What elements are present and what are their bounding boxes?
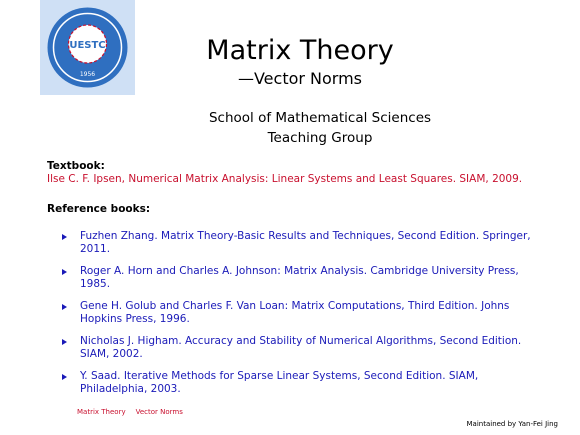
reference-item: Gene H. Golub and Charles F. Van Loan: Matrix Computations, Third Edition. Johns Hopkins Press, 1996. [62,300,542,326]
institution-block [170,108,470,148]
slide-subtitle: —Vector Norms [237,69,363,88]
svg-text:UESTC: UESTC [69,40,106,51]
footer-maintainer: Maintained by Yan-Fei Jing [466,420,558,428]
triangle-bullet-icon [62,234,67,240]
footer-navigation [77,408,183,416]
reference-item: Y. Saad. Iterative Methods for Sparse Linear Systems, Second Edition. SIAM, Philadelphia, 2003. [62,370,542,396]
triangle-bullet-icon [62,304,67,310]
reference-item: Roger A. Horn and Charles A. Johnson: Matrix Analysis. Cambridge University Press, 1985. [62,265,542,291]
footer-course-link[interactable]: Matrix Theory [77,408,126,416]
triangle-bullet-icon [62,269,67,275]
footer-section-link[interactable]: Vector Norms [135,408,183,416]
reference-item: Fuzhen Zhang. Matrix Theory-Basic Results and Techniques, Second Edition. Springer, 2011. [62,230,542,256]
reference-heading: Reference books [47,203,146,215]
institution-name: School of Mathematical Sciences [208,110,432,126]
textbook-citation: Ilse C. F. Ipsen, Numerical Matrix Analysis: Linear Systems and Least Squares. SIAM, 2009. [47,173,523,185]
textbook-heading: Textbook [47,160,101,172]
reference-list [62,230,542,405]
slide-title: Matrix Theory [206,35,394,66]
logo-seal-icon [40,0,135,95]
svg-text:1956: 1956 [79,71,96,78]
institution-group: Teaching Group [267,130,373,146]
reference-heading-row: Reference books: [47,203,151,215]
triangle-bullet-icon [62,374,67,380]
university-logo [40,0,135,95]
reference-item: Nicholas J. Higham. Accuracy and Stability of Numerical Algorithms, Second Edition. SIAM, 2002. [62,335,542,361]
textbook-section: Textbook: Ilse C. F. Ipsen, Numerical Matrix Analysis: Linear Systems and Least Squares. SIAM, 2009. [47,160,552,186]
triangle-bullet-icon [62,339,67,345]
